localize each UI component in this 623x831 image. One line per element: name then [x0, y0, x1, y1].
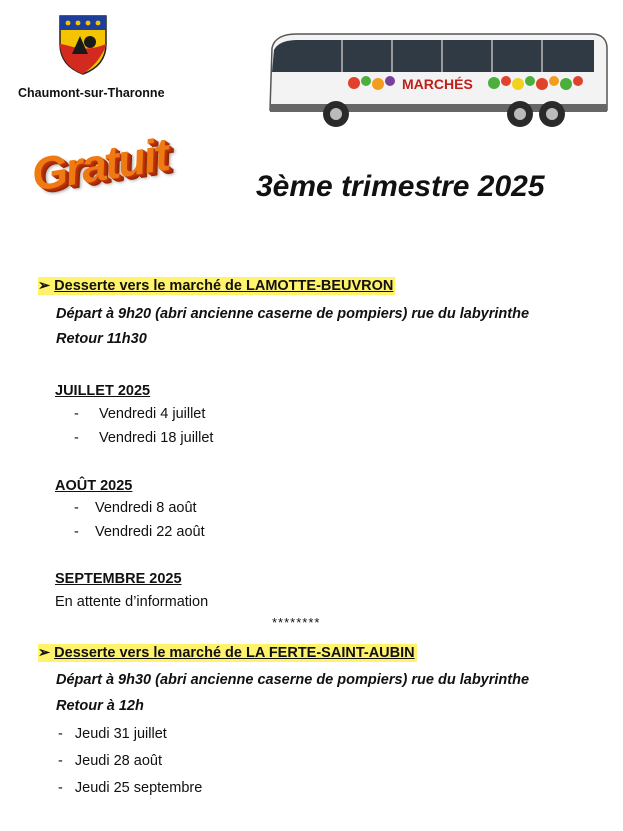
date-item: - Jeudi 31 juillet — [58, 726, 167, 742]
month-heading: AOÛT 2025 — [55, 478, 133, 494]
service1-return: Retour 11h30 — [56, 331, 147, 347]
month-heading: JUILLET 2025 — [55, 383, 151, 399]
date-item: - Jeudi 28 août — [58, 753, 162, 769]
town-name: Chaumont-sur-Tharonne — [18, 86, 165, 100]
service2-title: Desserte vers le marché de LA FERTE-SAINT-AUBIN — [54, 645, 415, 661]
service1-departure: Départ à 9h20 (abri ancienne caserne de pompiers) rue du labyrinthe — [56, 306, 530, 322]
service1-title: Desserte vers le marché de LAMOTTE-BEUVRON — [54, 278, 394, 294]
date-item: - Vendredi 18 juillet — [74, 430, 214, 446]
bus-banner: MARCHÉS — [402, 76, 473, 92]
month-heading: SEPTEMBRE 2025 — [55, 571, 182, 587]
service2-heading — [38, 644, 417, 662]
date-item: - Jeudi 25 septembre — [58, 780, 203, 796]
service2-departure: Départ à 9h30 (abri ancienne caserne de pompiers) rue du labyrinthe — [56, 672, 530, 688]
date-item: - Vendredi 4 juillet — [74, 406, 206, 422]
free-label: Gratuit — [27, 127, 172, 201]
arrow-bullet-icon: ➢ — [38, 645, 51, 661]
service2-return: Retour à 12h — [56, 698, 144, 714]
date-item: - Vendredi 8 août — [74, 500, 197, 516]
town-crest-icon — [58, 14, 108, 76]
pending-note: En attente d’information — [55, 594, 209, 610]
date-item: - Vendredi 22 août — [74, 524, 205, 540]
service1-heading — [38, 277, 395, 295]
period-title: 3ème trimestre 2025 — [256, 170, 545, 203]
separator: ******** — [272, 615, 321, 630]
arrow-bullet-icon: ➢ — [38, 278, 51, 294]
bus-illustration — [262, 28, 610, 132]
